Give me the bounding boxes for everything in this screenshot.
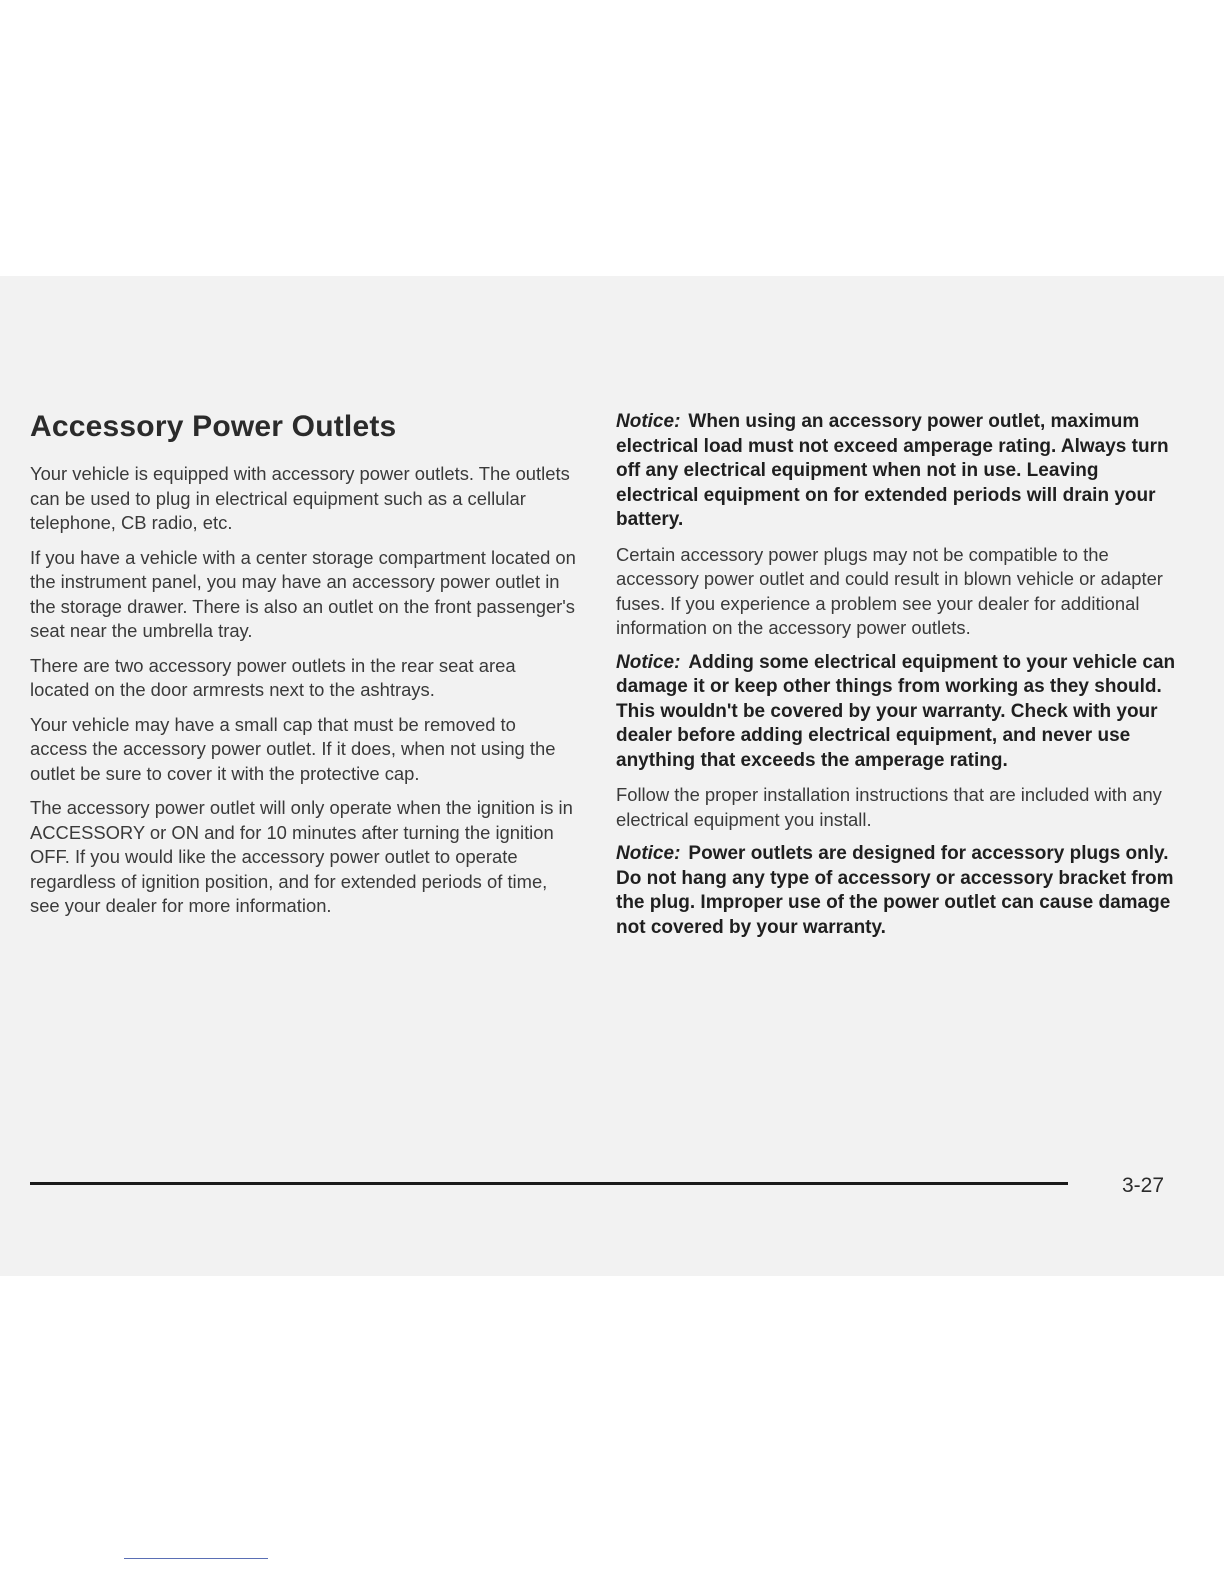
bottom-link-underline [124,1558,268,1559]
notice-text: Power outlets are designed for accessory plugs only. Do not hang any type of accessory or accessory bracket from the plug. Improper use of the power outlet can cause damage not covered by your warranty. [616,843,1174,938]
body-paragraph: The accessory power outlet will only operate when the ignition is in ACCESSORY or ON and for 10 minutes after turning the ignition OFF. If you would like the accessory power outlet to operate regardless of ignition position, and for extended periods of time, see your dealer for more information. [30,797,573,916]
body-paragraph: Your vehicle is equipped with accessory power outlets. The outlets can be used to plug in electrical equipment such as a cellular telephone, CB radio, etc. [30,463,570,533]
page-number: 3-27 [1122,1174,1165,1197]
notice-text: When using an accessory power outlet, maximum electrical load must not exceed amperage rating. Always turn off any electrical equipment when not in use. Leaving electrical equipment on for extended periods will drain your battery. [616,411,1169,530]
body-paragraph: Certain accessory power plugs may not be compatible to the accessory power outlet and could result in blown vehicle or adapter fuses. If you experience a problem see your dealer for additional information on the accessory power outlets. [616,543,1163,638]
footer-divider [30,1182,1068,1185]
notice-block [616,651,1176,774]
left-column [30,462,578,929]
right-column [616,410,1176,950]
body-paragraph: Follow the proper installation instructions that are included with any electrical equipment you install. [616,784,1162,830]
section-title: Accessory Power Outlets [30,410,397,443]
notice-label: Notice: [616,651,681,673]
body-paragraph: There are two accessory power outlets in the rear seat area located on the door armrests next to the ashtrays. [30,654,516,700]
notice-block [616,410,1176,533]
notice-label: Notice: [616,411,681,432]
body-paragraph: If you have a vehicle with a center storage compartment located on the instrument panel, you may have an accessory power outlet in the storage drawer. There is also an outlet on the front passenger's seat near the umbrella tray. [30,546,576,641]
notice-block [616,842,1176,940]
body-paragraph: Your vehicle may have a small cap that must be removed to access the accessory power outlet. If it does, when not using the outlet be sure to cover it with the protective cap. [30,713,556,784]
notice-text: Adding some electrical equipment to your vehicle can damage it or keep other things from working as they should. This wouldn't be covered by your warranty. Check with your dealer before adding electrical equipment, and never use anything that exceeds the amperage rating. [616,651,1176,771]
notice-label: Notice: [616,843,681,864]
